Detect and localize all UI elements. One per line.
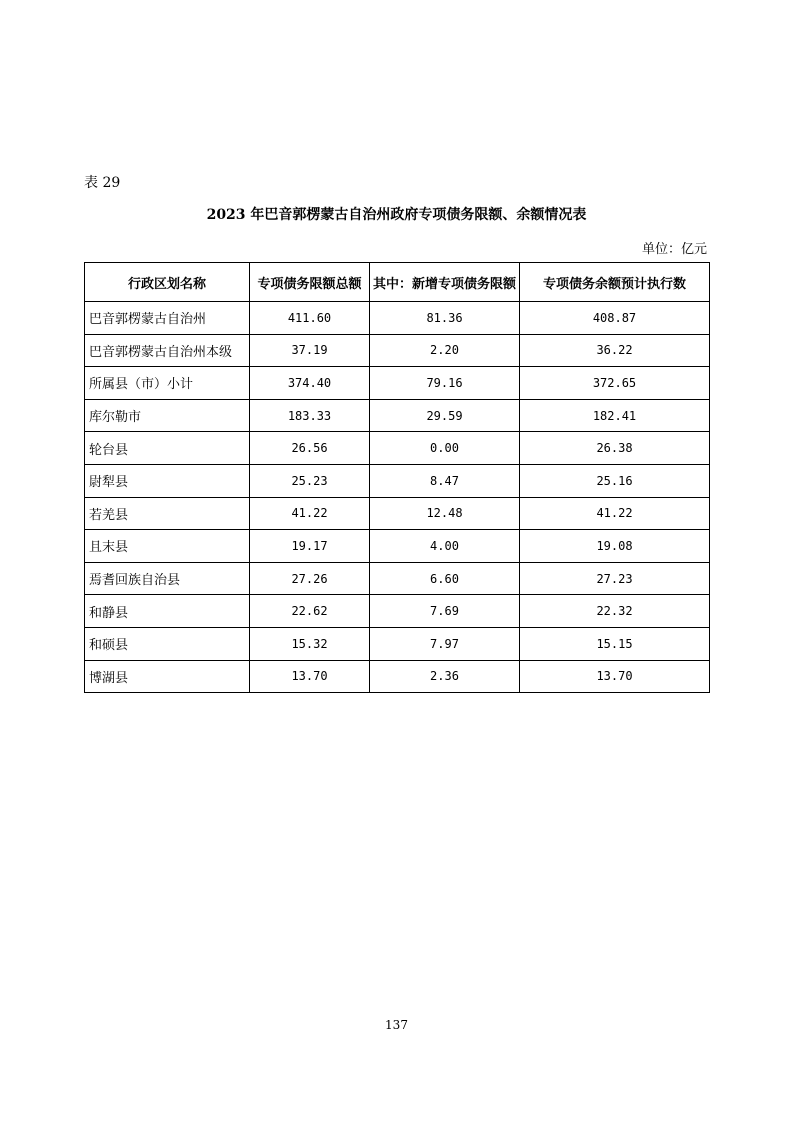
limit-total-value: 411.60 bbox=[250, 302, 370, 335]
new-limit-value: 81.36 bbox=[370, 302, 520, 335]
region-name: 所属县（市）小计 bbox=[85, 367, 250, 400]
table-row bbox=[85, 627, 710, 660]
region-name: 巴音郭楞蒙古自治州本级 bbox=[85, 334, 250, 367]
new-limit-value: 2.36 bbox=[370, 660, 520, 693]
region-name: 博湖县 bbox=[85, 660, 250, 693]
region-name: 焉耆回族自治县 bbox=[85, 562, 250, 595]
table-label: 表 29 bbox=[84, 175, 121, 191]
limit-total-value: 41.22 bbox=[250, 497, 370, 530]
region-name: 库尔勒市 bbox=[85, 399, 250, 432]
table-row bbox=[85, 562, 710, 595]
table-row bbox=[85, 399, 710, 432]
region-name: 巴音郭楞蒙古自治州 bbox=[85, 302, 250, 335]
limit-total-value: 26.56 bbox=[250, 432, 370, 465]
column-header-new-limit: 其中：新增专项债务限额 bbox=[370, 263, 520, 302]
column-header-region: 行政区划名称 bbox=[85, 263, 250, 302]
region-name: 轮台县 bbox=[85, 432, 250, 465]
balance-value: 41.22 bbox=[520, 497, 710, 530]
limit-total-value: 37.19 bbox=[250, 334, 370, 367]
region-name: 尉犁县 bbox=[85, 464, 250, 497]
balance-value: 13.70 bbox=[520, 660, 710, 693]
balance-value: 26.38 bbox=[520, 432, 710, 465]
balance-value: 27.23 bbox=[520, 562, 710, 595]
region-name: 和静县 bbox=[85, 595, 250, 628]
document-title: 2023 年巴音郭楞蒙古自治州政府专项债务限额、余额情况表 bbox=[206, 207, 587, 223]
new-limit-value: 29.59 bbox=[370, 399, 520, 432]
table-row bbox=[85, 334, 710, 367]
new-limit-value: 7.97 bbox=[370, 627, 520, 660]
new-limit-value: 7.69 bbox=[370, 595, 520, 628]
new-limit-value: 0.00 bbox=[370, 432, 520, 465]
new-limit-value: 8.47 bbox=[370, 464, 520, 497]
limit-total-value: 13.70 bbox=[250, 660, 370, 693]
new-limit-value: 12.48 bbox=[370, 497, 520, 530]
limit-total-value: 19.17 bbox=[250, 530, 370, 563]
balance-value: 22.32 bbox=[520, 595, 710, 628]
table-row bbox=[85, 302, 710, 335]
column-header-balance: 专项债务余额预计执行数 bbox=[520, 263, 710, 302]
balance-value: 408.87 bbox=[520, 302, 710, 335]
limit-total-value: 15.32 bbox=[250, 627, 370, 660]
limit-total-value: 22.62 bbox=[250, 595, 370, 628]
table-row bbox=[85, 595, 710, 628]
unit-note: 单位：亿元 bbox=[641, 242, 707, 257]
limit-total-value: 25.23 bbox=[250, 464, 370, 497]
page-number: 137 bbox=[385, 1018, 408, 1032]
table-row bbox=[85, 530, 710, 563]
limit-total-value: 183.33 bbox=[250, 399, 370, 432]
table-header-row bbox=[85, 263, 710, 302]
debt-table bbox=[84, 262, 710, 693]
balance-value: 19.08 bbox=[520, 530, 710, 563]
table-row bbox=[85, 497, 710, 530]
limit-total-value: 27.26 bbox=[250, 562, 370, 595]
balance-value: 15.15 bbox=[520, 627, 710, 660]
balance-value: 25.16 bbox=[520, 464, 710, 497]
new-limit-value: 2.20 bbox=[370, 334, 520, 367]
balance-value: 36.22 bbox=[520, 334, 710, 367]
region-name: 若羌县 bbox=[85, 497, 250, 530]
new-limit-value: 6.60 bbox=[370, 562, 520, 595]
region-name: 且末县 bbox=[85, 530, 250, 563]
table-row bbox=[85, 464, 710, 497]
balance-value: 182.41 bbox=[520, 399, 710, 432]
balance-value: 372.65 bbox=[520, 367, 710, 400]
new-limit-value: 79.16 bbox=[370, 367, 520, 400]
table-row bbox=[85, 432, 710, 465]
table-row bbox=[85, 660, 710, 693]
region-name: 和硕县 bbox=[85, 627, 250, 660]
new-limit-value: 4.00 bbox=[370, 530, 520, 563]
table-row bbox=[85, 367, 710, 400]
column-header-limit-total: 专项债务限额总额 bbox=[250, 263, 370, 302]
limit-total-value: 374.40 bbox=[250, 367, 370, 400]
